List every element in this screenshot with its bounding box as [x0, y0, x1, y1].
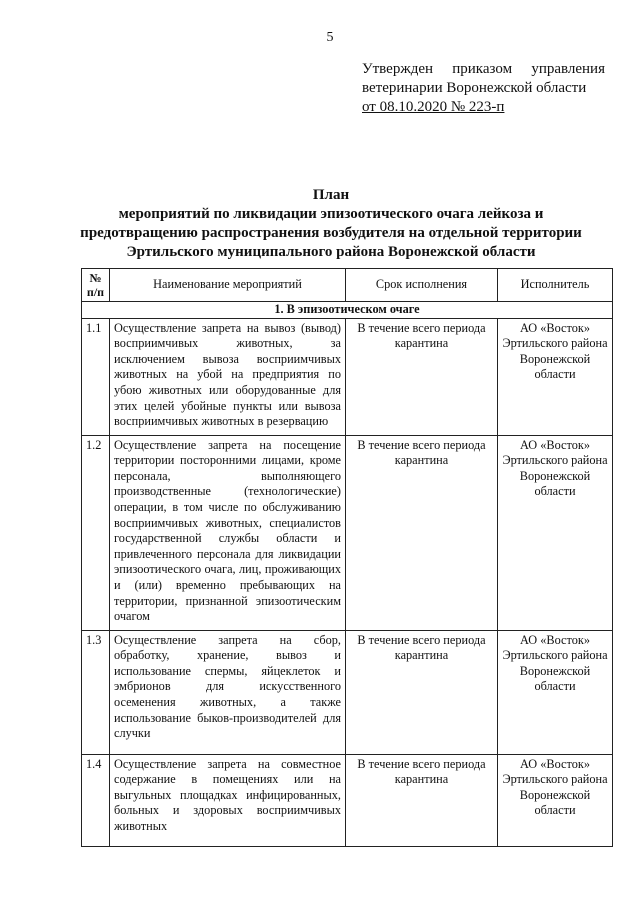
section-row — [82, 302, 613, 319]
row-term: В течение всего периода карантина — [346, 754, 498, 846]
row-num: 1.2 — [82, 435, 110, 630]
approval-stamp — [362, 60, 605, 117]
table-row — [82, 754, 613, 846]
row-term: В течение всего периода карантина — [346, 630, 498, 754]
header-term: Срок исполнения — [346, 269, 498, 302]
table-row — [82, 435, 613, 630]
approval-word: Утвержден — [362, 61, 434, 77]
row-executor: АО «Восток» Эртильского района Воронежской области — [498, 630, 613, 754]
document-title — [50, 186, 612, 262]
row-desc: Осуществление запрета на совместное содержание в помещениях или на выгульных площадках инфицированных, больных и здоровых восприимчивых животных — [110, 754, 346, 846]
approval-line-3 — [362, 98, 605, 117]
title-line: мероприятий по ликвидации эпизоотического очага лейкоза и — [118, 206, 544, 222]
row-executor: АО «Восток» Эртильского района Воронежской области — [498, 435, 613, 630]
section-title: 1. В эпизоотическом очаге — [82, 302, 613, 319]
row-desc: Осуществление запрета на сбор, обработку, хранение, вывоз и использование спермы, яйцеклеток и эмбрионов для искусственного осеменения животных, а также использование быков-производителей для случки — [110, 630, 346, 754]
table-row — [82, 318, 613, 435]
header-num-line: п/п — [86, 285, 105, 299]
row-term: В течение всего периода карантина — [346, 435, 498, 630]
approval-word: управления — [531, 61, 605, 77]
row-term: В течение всего периода карантина — [346, 318, 498, 435]
page-number: 5 — [326, 30, 334, 45]
header-num-line: № — [89, 271, 102, 285]
header-num — [82, 269, 110, 302]
title-line: План — [312, 187, 350, 203]
table-row — [82, 630, 613, 754]
approval-line-1 — [362, 60, 605, 79]
approval-line-2: ветеринарии Воронежской области — [362, 80, 587, 96]
row-num: 1.3 — [82, 630, 110, 754]
title-line: Эртильского муниципального района Воронежской области — [126, 244, 536, 260]
title-line: предотвращению распространения возбудителя на отдельной территории — [80, 225, 582, 241]
row-num: 1.1 — [82, 318, 110, 435]
row-desc: Осуществление запрета на посещение территории посторонними лицами, кроме персонала, выполняющего производственные (технологические) операции, в том числе по обслуживанию восприимчивых животных, специалистов государственной службы области и привлеченного персонала для ликвидации эпизоотического очага, лиц, проживающих и (или) временно пребывающих на территории, признанной эпизоотическим очагом — [110, 435, 346, 630]
approval-word: приказом — [452, 61, 513, 77]
header-name: Наименование мероприятий — [110, 269, 346, 302]
row-desc: Осуществление запрета на вывоз (вывод) восприимчивых животных, за исключением вывоза восприимчивых животных на убой на предприятия по убою животных или оборудованные для этих целей убойные пункты или вывоза восприимчивых животных в резервацию — [110, 318, 346, 435]
table-header-row — [82, 269, 613, 302]
header-executor: Исполнитель — [498, 269, 613, 302]
measures-table — [81, 268, 613, 847]
row-executor: АО «Восток» Эртильского района Воронежской области — [498, 754, 613, 846]
row-num: 1.4 — [82, 754, 110, 846]
row-executor: АО «Восток» Эртильского района Воронежской области — [498, 318, 613, 435]
approval-order-ref: от 08.10.2020 № 223-п — [362, 99, 505, 115]
